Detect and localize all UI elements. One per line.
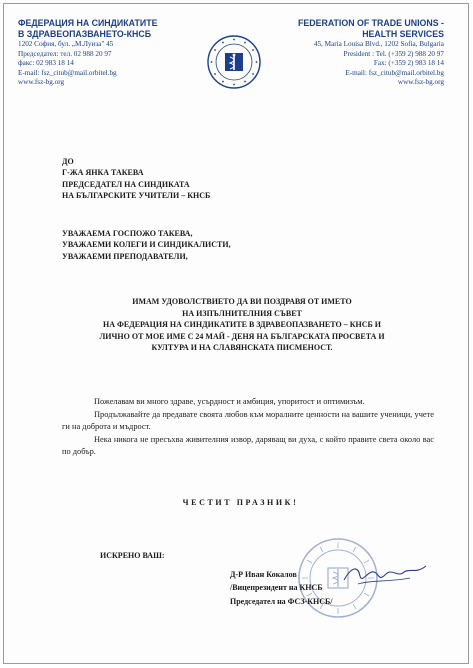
org-name-bg-line2: В ЗДРАВЕОПАЗВАНЕТО-КНСБ (18, 29, 152, 39)
email-bg: E-mail: fsz_citub@mail.orbitel.bg (18, 68, 117, 77)
address-bg: 1202 София, бул. „М.Луиза" 45 (18, 40, 114, 48)
holiday-greeting: ЧЕСТИТ ПРАЗНИК! (182, 498, 299, 507)
salutation-line-2: УВАЖАЕМИ КОЛЕГИ И СИНДИКАЛИСТИ, (62, 240, 231, 250)
header-bulgarian (18, 18, 193, 88)
org-name-bg-line1: ФЕДЕРАЦИЯ НА СИНДИКАТИТЕ (18, 18, 158, 28)
website-bg: www.fsz-bg.org (18, 78, 65, 87)
org-name-en-line2: HEALTH SERVICES (362, 29, 444, 39)
announcement-line-5: КУЛТУРА И НА СЛАВЯНСКАТА ПИСМЕНОСТ. (151, 343, 333, 353)
salutation-line-3: УВАЖАЕМИ ПРЕПОДАВАТЕЛИ, (62, 251, 188, 261)
website-en: www.fsz-bg.org (397, 78, 444, 87)
announcement-line-4: ЛИЧНО ОТ МОЕ ИМЕ С 24 МАЙ - ДЕНЯ НА БЪЛГАРСКАТА ПРОСВЕТА И (99, 331, 385, 341)
address-en: 45, Maria Louisa Blvd., 1202 Sofia, Bulgaria (313, 40, 444, 48)
addressee-to: ДО (62, 157, 74, 166)
body-paragraph-2: Продължавайте да предавате своята любов към моралните ценности на вашите ученици, учете ги на доброта и мъдрост. (62, 409, 434, 432)
closing-sincerely: ИСКРЕНО ВАШ: (100, 551, 165, 560)
president-phone-en: President : Tel. (+359 2) 988 20 97 (343, 49, 444, 58)
announcement-block (44, 296, 440, 354)
addressee-name: Г-ЖА ЯНКА ТАКЕВА (62, 168, 144, 178)
salutation-line-1: УВАЖАЕМА ГОСПОЖО ТАКЕВА, (62, 229, 193, 238)
org-name-en-line1: FEDERATION OF TRADE UNIONS - (298, 18, 444, 28)
header-english (269, 18, 444, 88)
announcement-line-2: НА ИЗПЪЛНИТЕЛНИЯ СЪВЕТ (182, 308, 302, 318)
signatory-name: Д-Р Иван Кокалов (230, 570, 297, 579)
addressee-title: ПРЕДСЕДАТЕЛ НА СИНДИКАТА (62, 179, 190, 189)
email-en: E-mail: fsz_citub@mail.orbitel.bg (345, 68, 444, 77)
body-paragraph-3: Нека никога не пресъхва живителния извор, даряващ ви духа, с който правите света около вас по добър. (62, 434, 434, 457)
signatory-block (230, 568, 333, 608)
letter-page (3, 3, 469, 664)
federation-logo-icon (206, 34, 262, 90)
chairman-phone-bg: Председател: тел. 02 988 20 97 (18, 49, 112, 58)
salutation-block (62, 228, 231, 262)
announcement-line-1: ИМАМ УДОВОЛСТВИЕТО ДА ВИ ПОЗДРАВЯ ОТ ИМЕТО (132, 297, 352, 306)
addressee-organization: НА БЪЛГАРСКИТЕ УЧИТЕЛИ – КНСБ (62, 191, 211, 201)
fax-en: Fax: (+359 2) 983 18 14 (373, 59, 444, 68)
addressee-block (62, 156, 210, 202)
body-paragraph-1: Пожелавам ви много здраве, усърдност и амбиция, упоритост и оптимизъм. (94, 397, 365, 406)
announcement-line-3: НА ФЕДЕРАЦИЯ НА СИНДИКАТИТЕ В ЗДРАВЕОПАЗВАНЕТО – КНСБ И (102, 320, 382, 330)
letter-body (62, 396, 434, 459)
signatory-title-1: /Вицепрезидент на КНСБ (230, 583, 323, 593)
fax-bg: факс: 02 983 18 14 (18, 59, 74, 68)
signatory-title-2: Председател на ФСЗ-КНСБ/ (230, 596, 333, 606)
handwritten-signature-icon (340, 560, 430, 590)
